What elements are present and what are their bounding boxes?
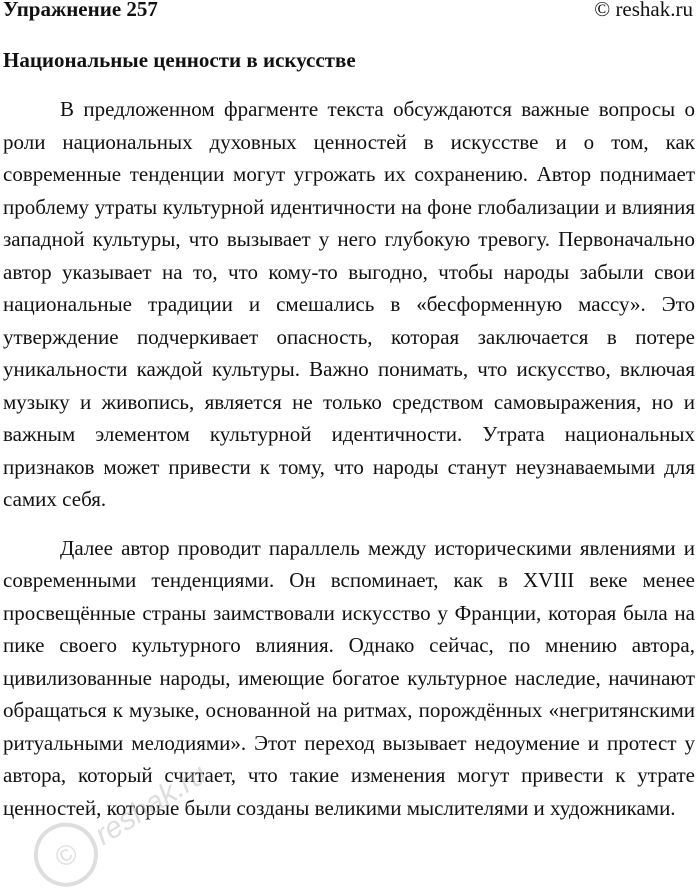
svg-text:reshak.ru: reshak.ru — [89, 760, 204, 852]
paragraph-1: В предложенном фрагменте текста обсуждаются важные вопросы о роли национальных духовных ценностей в искусстве и о том, как современные тенденции могут угрожать их сохранению. Автор поднимает проблему утраты культурной идентичности на фоне глобализации и влияния западной культуры, что вызывает у него глубокую тревогу. Первоначально автор указывает на то, что кому-то выгодно, чтобы народы забыли свои национальные традиции и смешались в «бесформенную массу». Это утверждение подчеркивает опасность, которая заключается в потере уникальности каждой культуры. Важно понимать, что искусство, включая музыку и живопись, является не только средством самовыражения, но и важным элементом культурной идентичности. Утрата национальных признаков может привести к тому, что народы станут неузнаваемыми для самих себя. — [3, 97, 695, 511]
document-title: Национальные ценности в искусстве — [3, 48, 356, 72]
document-body — [3, 93, 695, 824]
exercise-title: Упражнение 257 — [3, 0, 158, 21]
header — [3, 0, 693, 26]
svg-text:©: © — [49, 836, 84, 874]
copyright-label[interactable]: © reshak.ru — [594, 0, 693, 21]
paragraph-2: Далее автор проводит параллель между историческими явлениями и современными тенденциями. Он вспоминает, как в XVIII веке менее просвещённые страны заимствовали искусство у Франции, которая была на пике своего культурного влияния. Однако сейчас, по мнению автора, цивилизованные народы, имеющие богатое культурное наследие, начинают обращаться к музыке, основанной на ритмах, порождённых «негритянскими ритуальными мелодиями». Этот переход вызывает недоумение и протест у автора, который считает, что такие изменения могут привести к утрате ценностей, которые были созданы великими мыслителями и художниками. — [3, 535, 695, 820]
